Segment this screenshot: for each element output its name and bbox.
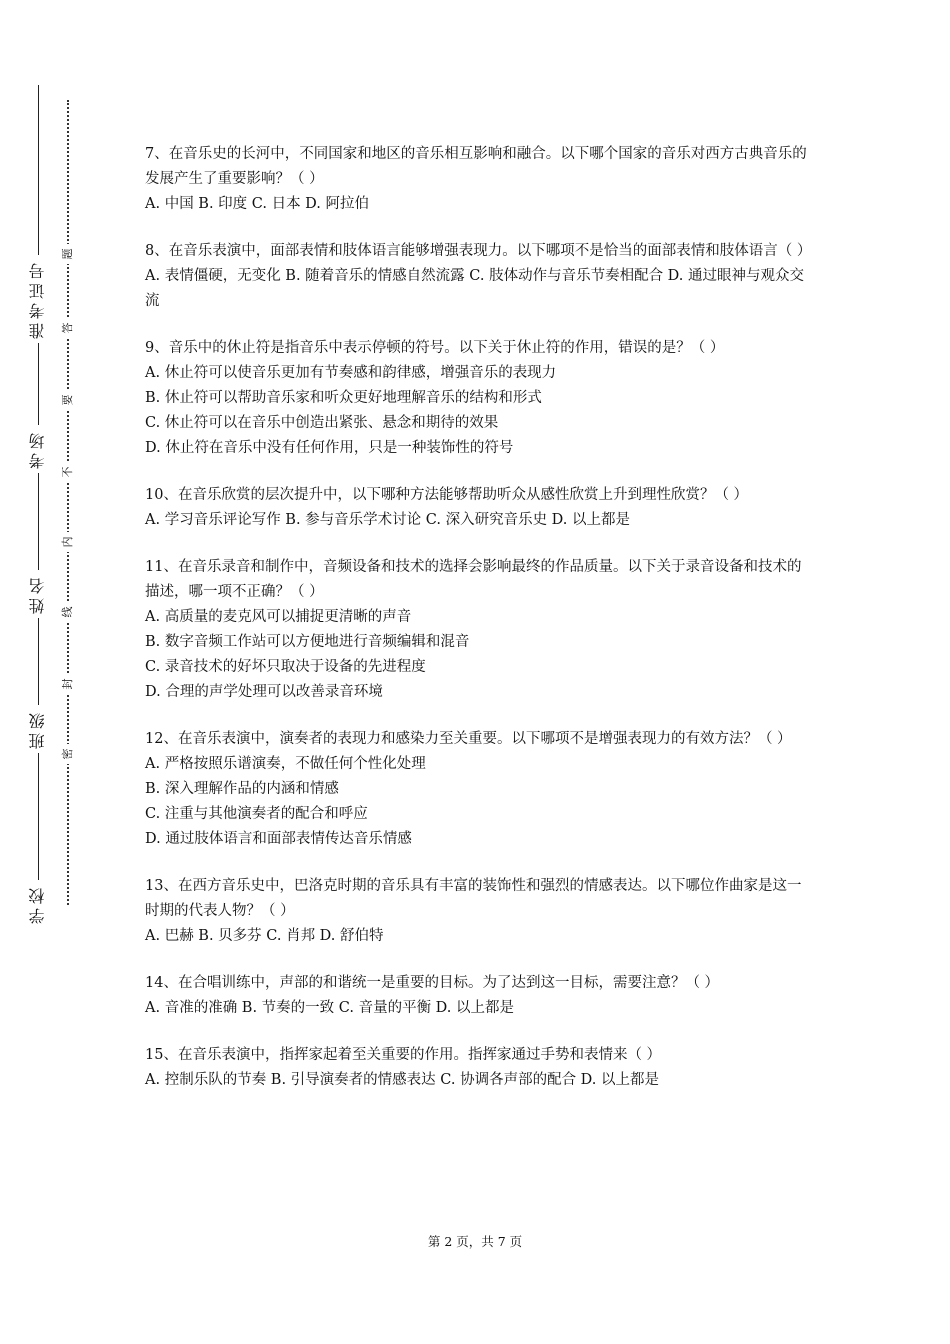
seal-char: 密 <box>58 744 78 764</box>
page-number: 第 2 页，共 7 页 <box>427 1234 523 1249</box>
seal-char: 题 <box>58 244 78 264</box>
question-list <box>145 142 810 1115</box>
question-text: 10、在音乐欣赏的层次提升中，以下哪种方法能够帮助听众从感性欣赏上升到理性欣赏？（ ） <box>145 487 749 503</box>
question-options: A. 学习音乐评论写作 B. 参与音乐学术讨论 C. 深入研究音乐史 D. 以上都是 <box>145 512 631 528</box>
question-15 <box>145 1043 810 1093</box>
question-13 <box>145 874 810 949</box>
binding-strip <box>0 0 90 1344</box>
question-text: 7、在音乐史的长河中，不同国家和地区的音乐相互影响和融合。以下哪个国家的音乐对西方古典音乐的发展产生了重要影响？（ ） <box>145 146 807 187</box>
question-12 <box>145 727 810 852</box>
question-text: 11、在音乐录音和制作中，音频设备和技术的选择会影响最终的作品质量。以下关于录音设备和技术的描述，哪一项不正确？（ ） <box>145 559 802 600</box>
field-label-class: 班级 <box>22 705 54 753</box>
option-a: A. 严格按照乐谱演奏，不做任何个性化处理 <box>145 756 426 772</box>
seal-char: 线 <box>58 602 78 622</box>
field-label-exam-room: 考场 <box>22 425 54 473</box>
question-text: 13、在西方音乐史中，巴洛克时期的音乐具有丰富的装饰性和强烈的情感表达。以下哪位作曲家是这一时期的代表人物？（ ） <box>145 878 802 919</box>
question-options: A. 控制乐队的节奏 B. 引导演奏者的情感表达 C. 协调各声部的配合 D. 以上都是 <box>145 1072 660 1088</box>
question-options: A. 表情僵硬，无变化 B. 随着音乐的情感自然流露 C. 肢体动作与音乐节奏相配合 D. 通过眼神与观众交流 <box>145 268 805 309</box>
option-d: D. 合理的声学处理可以改善录音环境 <box>145 684 383 700</box>
question-7 <box>145 142 810 217</box>
option-c: C. 休止符可以在音乐中创造出紧张、悬念和期待的效果 <box>145 415 499 431</box>
seal-char: 内 <box>58 532 78 552</box>
option-c: C. 录音技术的好坏只取决于设备的先进程度 <box>145 659 426 675</box>
option-d: D. 通过肢体语言和面部表情传达音乐情感 <box>145 831 412 847</box>
option-d: D. 休止符在音乐中没有任何作用，只是一种装饰性的符号 <box>145 440 514 456</box>
option-b: B. 数字音频工作站可以方便地进行音频编辑和混音 <box>145 634 470 650</box>
field-label-name: 姓名 <box>22 570 54 618</box>
question-14 <box>145 971 810 1021</box>
seal-char: 封 <box>58 674 78 694</box>
field-label-school: 学校 <box>22 880 54 928</box>
question-options: A. 中国 B. 印度 C. 日本 D. 阿拉伯 <box>145 196 370 212</box>
seal-char: 要 <box>58 390 78 410</box>
question-text: 9、音乐中的休止符是指音乐中表示停顿的符号。以下关于休止符的作用，错误的是？（ ） <box>145 340 725 356</box>
field-label-exam-number: 准考证号 <box>22 255 54 343</box>
seal-char: 不 <box>58 462 78 482</box>
question-11 <box>145 555 810 705</box>
option-c: C. 注重与其他演奏者的配合和呼应 <box>145 806 368 822</box>
seal-char: 答 <box>58 318 78 338</box>
question-8 <box>145 239 810 314</box>
option-a: A. 高质量的麦克风可以捕捉更清晰的声音 <box>145 609 412 625</box>
binding-solid-line <box>38 85 39 927</box>
question-options: A. 巴赫 B. 贝多芬 C. 肖邦 D. 舒伯特 <box>145 928 384 944</box>
binding-dotted-line <box>67 100 69 905</box>
option-b: B. 休止符可以帮助音乐家和听众更好地理解音乐的结构和形式 <box>145 390 542 406</box>
question-10 <box>145 483 810 533</box>
option-b: B. 深入理解作品的内涵和情感 <box>145 781 339 797</box>
question-text: 8、在音乐表演中，面部表情和肢体语言能够增强表现力。以下哪项不是恰当的面部表情和肢体语言（ ） <box>145 243 812 259</box>
option-a: A. 休止符可以使音乐更加有节奏感和韵律感，增强音乐的表现力 <box>145 365 557 381</box>
question-text: 15、在音乐表演中，指挥家起着至关重要的作用。指挥家通过手势和表情来（ ） <box>145 1047 662 1063</box>
question-text: 12、在音乐表演中，演奏者的表现力和感染力至关重要。以下哪项不是增强表现力的有效方法？（ ） <box>145 731 792 747</box>
question-text: 14、在合唱训练中，声部的和谐统一是重要的目标。为了达到这一目标，需要注意？（ ） <box>145 975 720 991</box>
question-options: A. 音准的准确 B. 节奏的一致 C. 音量的平衡 D. 以上都是 <box>145 1000 515 1016</box>
question-9 <box>145 336 810 461</box>
